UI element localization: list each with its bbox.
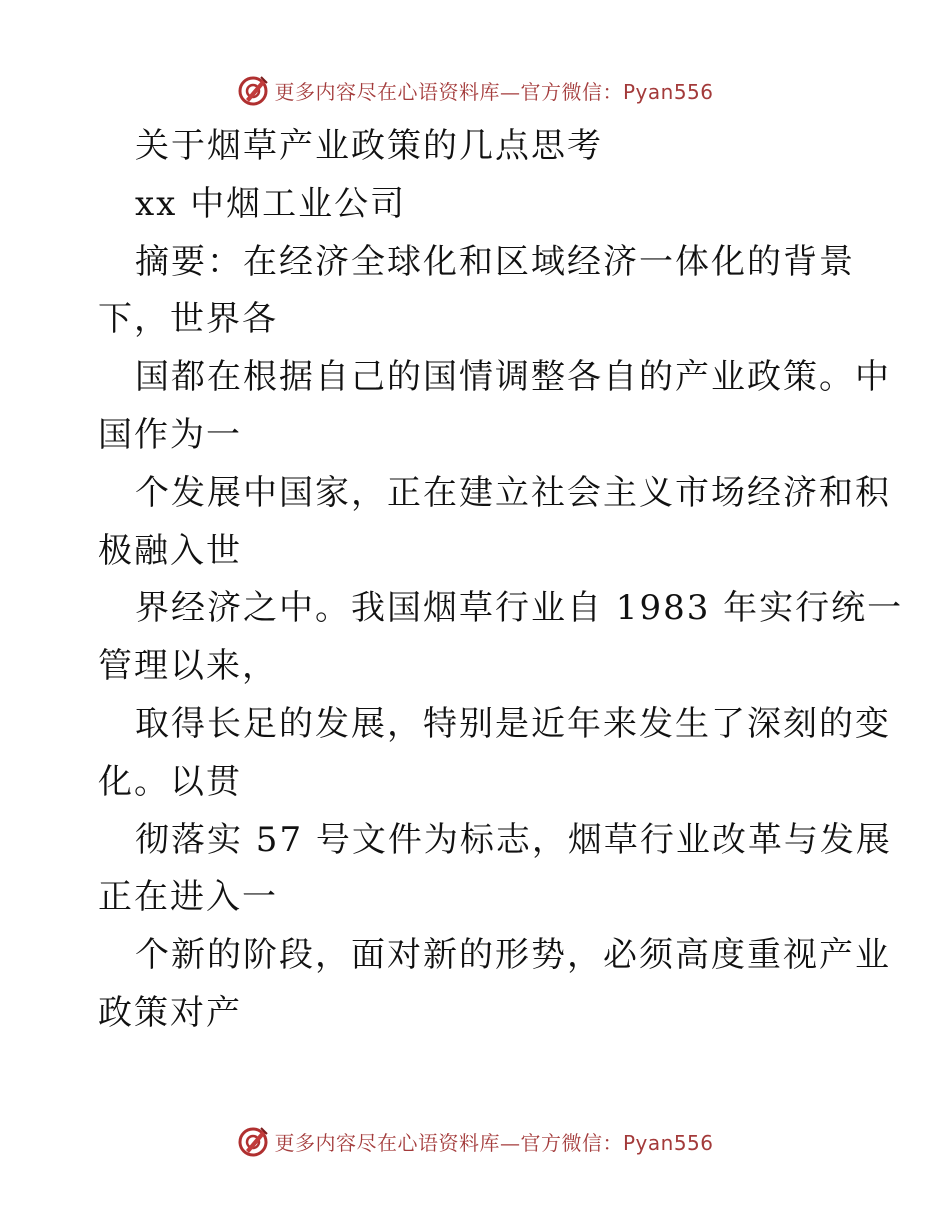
text-line: 管理以来， xyxy=(98,646,278,687)
text-line: 摘要：在经济全球化和区域经济一体化的背景 xyxy=(135,241,855,282)
text-line: 政策对产 xyxy=(98,992,242,1033)
text-line: 界经济之中。我国烟草行业自 1983 年实行统一 xyxy=(135,588,904,629)
text-line: 化。以贯 xyxy=(98,761,242,802)
text-line: 下，世界各 xyxy=(98,299,278,340)
footer-banner xyxy=(0,1121,950,1161)
logo-icon xyxy=(236,73,270,107)
footer-banner-text: 更多内容尽在心语资料库—官方微信：Pyan556 xyxy=(274,1130,714,1155)
header-banner-text: 更多内容尽在心语资料库—官方微信：Pyan556 xyxy=(274,79,714,104)
document-title: 关于烟草产业政策的几点思考 xyxy=(135,126,603,166)
text-line: 彻落实 57 号文件为标志，烟草行业改革与发展 xyxy=(135,819,892,860)
text-line: 个新的阶段，面对新的形势，必须高度重视产业 xyxy=(135,935,891,976)
document-body xyxy=(98,118,904,1043)
logo-icon xyxy=(236,1124,270,1158)
text-line: 极融入世 xyxy=(98,530,242,571)
text-line: 国作为一 xyxy=(98,414,242,455)
text-line: 国都在根据自己的国情调整各自的产业政策。中 xyxy=(135,357,891,398)
document-author: xx 中烟工业公司 xyxy=(135,183,407,224)
text-line: 个发展中国家，正在建立社会主义市场经济和积 xyxy=(135,472,891,513)
text-line: 正在进入一 xyxy=(98,877,278,918)
header-banner xyxy=(0,70,950,110)
text-line: 取得长足的发展，特别是近年来发生了深刻的变 xyxy=(135,703,891,744)
